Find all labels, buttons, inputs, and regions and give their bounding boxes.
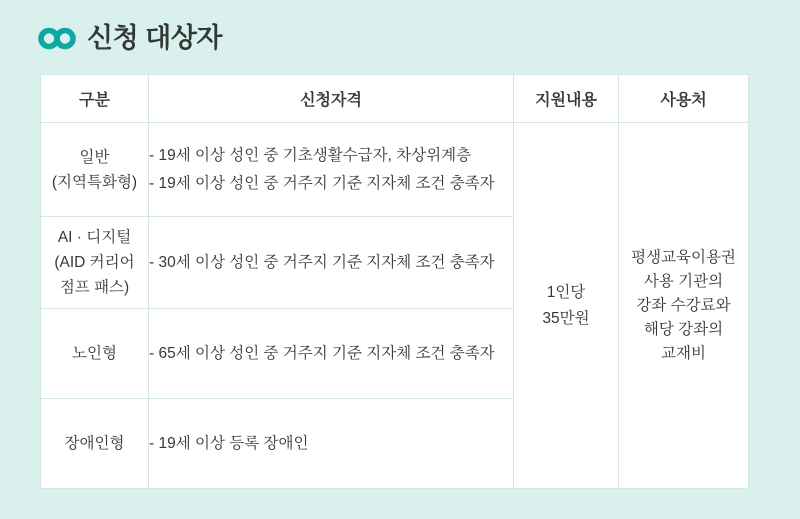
qualification-cell-ai-digital (149, 217, 514, 309)
qualification-cell-general (149, 123, 514, 217)
col-header-support: 지원내용 (514, 75, 619, 123)
category-cell-disabled (41, 399, 149, 489)
table-header-row (41, 75, 749, 123)
usage-cell (619, 123, 749, 489)
category-line: 일반 (79, 148, 110, 166)
usage-line: 해당 강좌의 (643, 320, 724, 338)
qualification-line: - 65세 이상 성인 중 거주지 기준 지자체 조건 충족자 (149, 344, 495, 362)
qualification-cell-senior (149, 309, 514, 399)
category-line: AI · 디지털 (57, 229, 132, 246)
col-header-qualification: 신청자격 (149, 75, 514, 123)
support-line: 35만원 (542, 309, 590, 327)
category-line: (AID 커리어 (54, 254, 135, 271)
category-line: (지역특화형) (51, 173, 138, 191)
qualification-line: - 30세 이상 성인 중 거주지 기준 지자체 조건 충족자 (149, 253, 495, 271)
usage-line: 평생교육이용권 (631, 248, 736, 266)
infinity-icon (38, 27, 76, 50)
qualification-line: - 19세 이상 성인 중 기초생활수급자, 차상위계층 (149, 146, 472, 164)
qualification-line: - 19세 이상 등록 장애인 (149, 434, 309, 452)
support-line: 1인당 (546, 283, 586, 301)
usage-line: 사용 기관의 (643, 272, 724, 290)
col-header-category: 구분 (41, 75, 149, 123)
category-line: 노인형 (72, 345, 117, 362)
usage-line: 교재비 (661, 344, 706, 362)
page-title: 신청 대상자 (87, 23, 222, 53)
section-header (38, 24, 222, 54)
applicants-table (40, 74, 749, 489)
category-line: 장애인형 (64, 435, 125, 452)
support-cell (514, 123, 619, 489)
category-line: 점프 패스) (59, 279, 130, 296)
category-cell-ai-digital (41, 217, 149, 309)
col-header-usage: 사용처 (619, 75, 749, 123)
usage-line: 강좌 수강료와 (636, 296, 731, 314)
table-row-general (41, 123, 749, 217)
category-cell-senior (41, 309, 149, 399)
qualification-line: - 19세 이상 성인 중 거주지 기준 지자체 조건 충족자 (149, 174, 495, 192)
qualification-cell-disabled (149, 399, 514, 489)
category-cell-general (41, 123, 149, 217)
